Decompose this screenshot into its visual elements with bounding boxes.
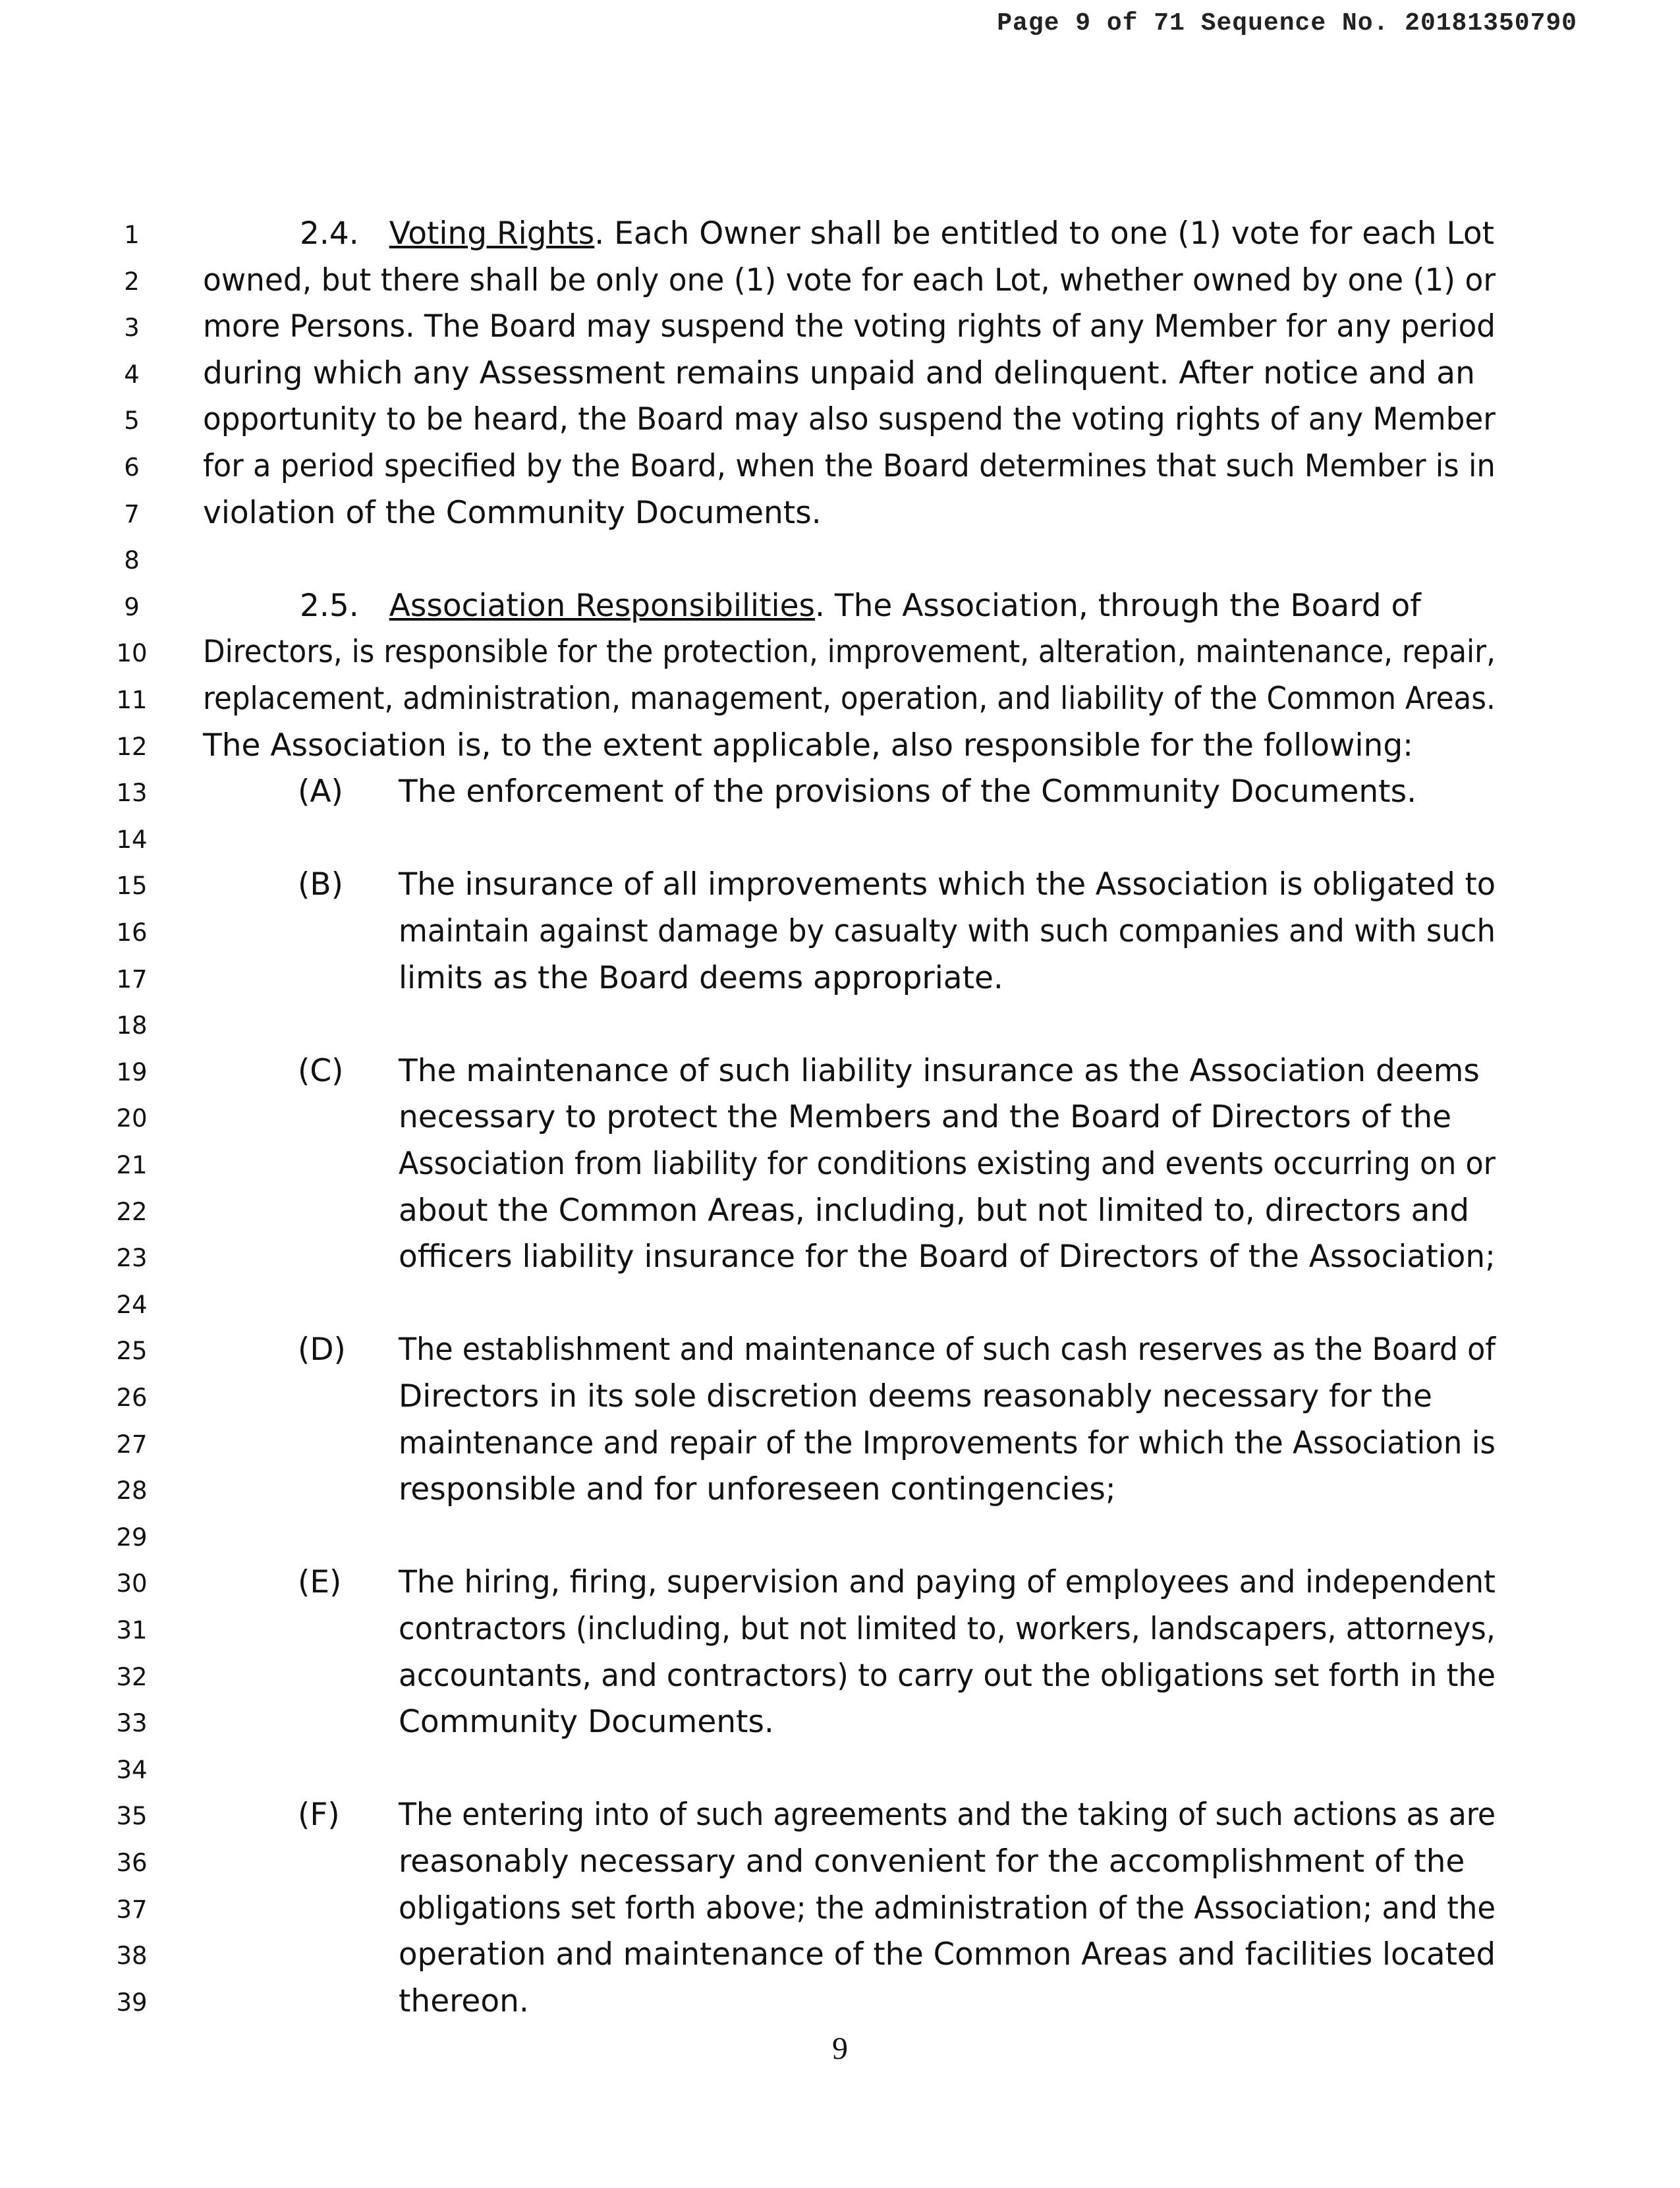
item-text-line: The entering into of such agreements and the taking of such actions as are xyxy=(399,1797,1496,1834)
item-label: (E) xyxy=(298,1564,342,1601)
line-number: 30 xyxy=(116,1569,148,1598)
section-2-4-text-line: owned, but there shall be only one (1) vote for each Lot, whether owned by one (1) or xyxy=(203,262,1496,298)
line-number: 26 xyxy=(116,1384,148,1412)
item-text-line: limits as the Board deems appropriate. xyxy=(399,959,1003,996)
line-number: 35 xyxy=(116,1802,148,1831)
item-label: (D) xyxy=(298,1332,346,1368)
line-number: 22 xyxy=(116,1197,148,1226)
line-number: 27 xyxy=(116,1430,148,1459)
line-number: 24 xyxy=(116,1290,148,1319)
line-number: 13 xyxy=(116,779,148,808)
page-number: 9 xyxy=(832,2031,848,2066)
section-lead-text: . Each Owner shall be entitled to one (1) vote for each Lot xyxy=(594,215,1495,252)
line-number: 32 xyxy=(116,1662,148,1691)
line-number: 21 xyxy=(116,1151,148,1179)
line-number: 16 xyxy=(116,918,148,947)
item-text-line: Community Documents. xyxy=(399,1704,774,1741)
line-number: 3 xyxy=(124,314,140,343)
section-2-5-text-line: replacement, administration, management, operation, and liability of the Common Areas. xyxy=(203,681,1496,717)
line-number: 25 xyxy=(116,1337,148,1366)
line-number: 29 xyxy=(116,1523,148,1552)
section-2-5-text-line: The Association is, to the extent applicable, also responsible for the following: xyxy=(203,727,1414,764)
section-2-4-title-line xyxy=(300,217,1494,250)
line-number: 2 xyxy=(124,267,140,296)
item-text-line: thereon. xyxy=(399,1982,529,2019)
item-text-line: The insurance of all improvements which the Association is obligated to xyxy=(399,866,1496,903)
line-number: 31 xyxy=(116,1616,148,1644)
section-heading: Voting Rights xyxy=(389,215,595,252)
section-2-4-text-line: violation of the Community Documents. xyxy=(203,494,822,531)
line-number: 4 xyxy=(124,360,140,389)
item-text-line: obligations set forth above; the administration of the Association; and the xyxy=(399,1890,1496,1926)
item-text-line: about the Common Areas, including, but not limited to, directors and xyxy=(399,1192,1470,1229)
line-number: 39 xyxy=(116,1988,148,2017)
line-number: 1 xyxy=(124,221,140,249)
item-text-line: maintenance and repair of the Improvements for which the Association is xyxy=(399,1424,1496,1461)
section-2-4-text-line: opportunity to be heard, the Board may also suspend the voting rights of any Member xyxy=(203,401,1496,438)
section-number: 2.4. xyxy=(300,215,359,252)
line-number: 8 xyxy=(124,546,140,575)
line-number: 15 xyxy=(116,872,148,901)
line-number: 14 xyxy=(116,825,148,854)
section-number: 2.5. xyxy=(300,587,359,624)
line-number: 33 xyxy=(116,1709,148,1738)
section-2-5-text-line: Directors, is responsible for the protection, improvement, alteration, maintenance, repair, xyxy=(203,634,1496,671)
item-label: (F) xyxy=(298,1797,340,1834)
section-heading: Association Responsibilities xyxy=(389,587,816,624)
item-text-line: The establishment and maintenance of such cash reserves as the Board of xyxy=(399,1332,1496,1368)
page-sequence-header: Page 9 of 71 Sequence No. 20181350790 xyxy=(997,9,1577,38)
line-number: 19 xyxy=(116,1057,148,1086)
item-label: (C) xyxy=(298,1052,344,1089)
line-number: 5 xyxy=(124,407,140,435)
line-number: 34 xyxy=(116,1755,148,1784)
item-text-line: The maintenance of such liability insurance as the Association deems xyxy=(399,1052,1480,1089)
item-text-line: The hiring, firing, supervision and paying of employees and independent xyxy=(399,1564,1496,1601)
item-text-line: responsible and for unforeseen contingencies; xyxy=(399,1471,1116,1508)
item-text-line: The enforcement of the provisions of the Community Documents. xyxy=(399,773,1417,810)
line-number: 7 xyxy=(124,499,140,528)
section-2-4-text-line: for a period specified by the Board, when the Board determines that such Member is in xyxy=(203,448,1496,484)
item-text-line: officers liability insurance for the Board of Directors of the Association; xyxy=(399,1239,1496,1276)
line-number: 9 xyxy=(124,592,140,621)
item-text-line: Directors in its sole discretion deems reasonably necessary for the xyxy=(399,1378,1432,1415)
item-text-line: necessary to protect the Members and the Board of Directors of the xyxy=(399,1099,1452,1136)
line-number: 17 xyxy=(116,965,148,994)
line-number: 6 xyxy=(124,453,140,482)
item-label: (B) xyxy=(298,866,343,903)
line-number: 18 xyxy=(116,1011,148,1040)
line-number: 28 xyxy=(116,1476,148,1505)
item-text-line: accountants, and contractors) to carry out the obligations set forth in the xyxy=(399,1657,1496,1694)
item-text-line: contractors (including, but not limited to, workers, landscapers, attorneys, xyxy=(399,1611,1496,1647)
line-number: 36 xyxy=(116,1849,148,1877)
section-lead-text: . The Association, through the Board of xyxy=(815,587,1421,624)
section-2-4-text-line: during which any Assessment remains unpaid and delinquent. After notice and an xyxy=(203,354,1475,391)
line-number: 37 xyxy=(116,1895,148,1924)
line-number: 20 xyxy=(116,1104,148,1133)
line-number: 11 xyxy=(116,686,148,714)
section-2-5-title-line xyxy=(300,587,1421,624)
line-number: 10 xyxy=(116,639,148,668)
item-text-line: operation and maintenance of the Common Areas and facilities located xyxy=(399,1936,1496,1973)
item-text-line: Association from liability for conditions existing and events occurring on or xyxy=(399,1146,1496,1182)
line-number: 23 xyxy=(116,1244,148,1273)
section-2-4-text-line: more Persons. The Board may suspend the voting rights of any Member for any period xyxy=(203,308,1496,345)
item-label: (A) xyxy=(298,773,343,810)
item-text-line: maintain against damage by casualty with such companies and with such xyxy=(399,913,1496,949)
item-text-line: reasonably necessary and convenient for the accomplishment of the xyxy=(399,1843,1465,1880)
line-number: 38 xyxy=(116,1942,148,1971)
line-number: 12 xyxy=(116,732,148,761)
